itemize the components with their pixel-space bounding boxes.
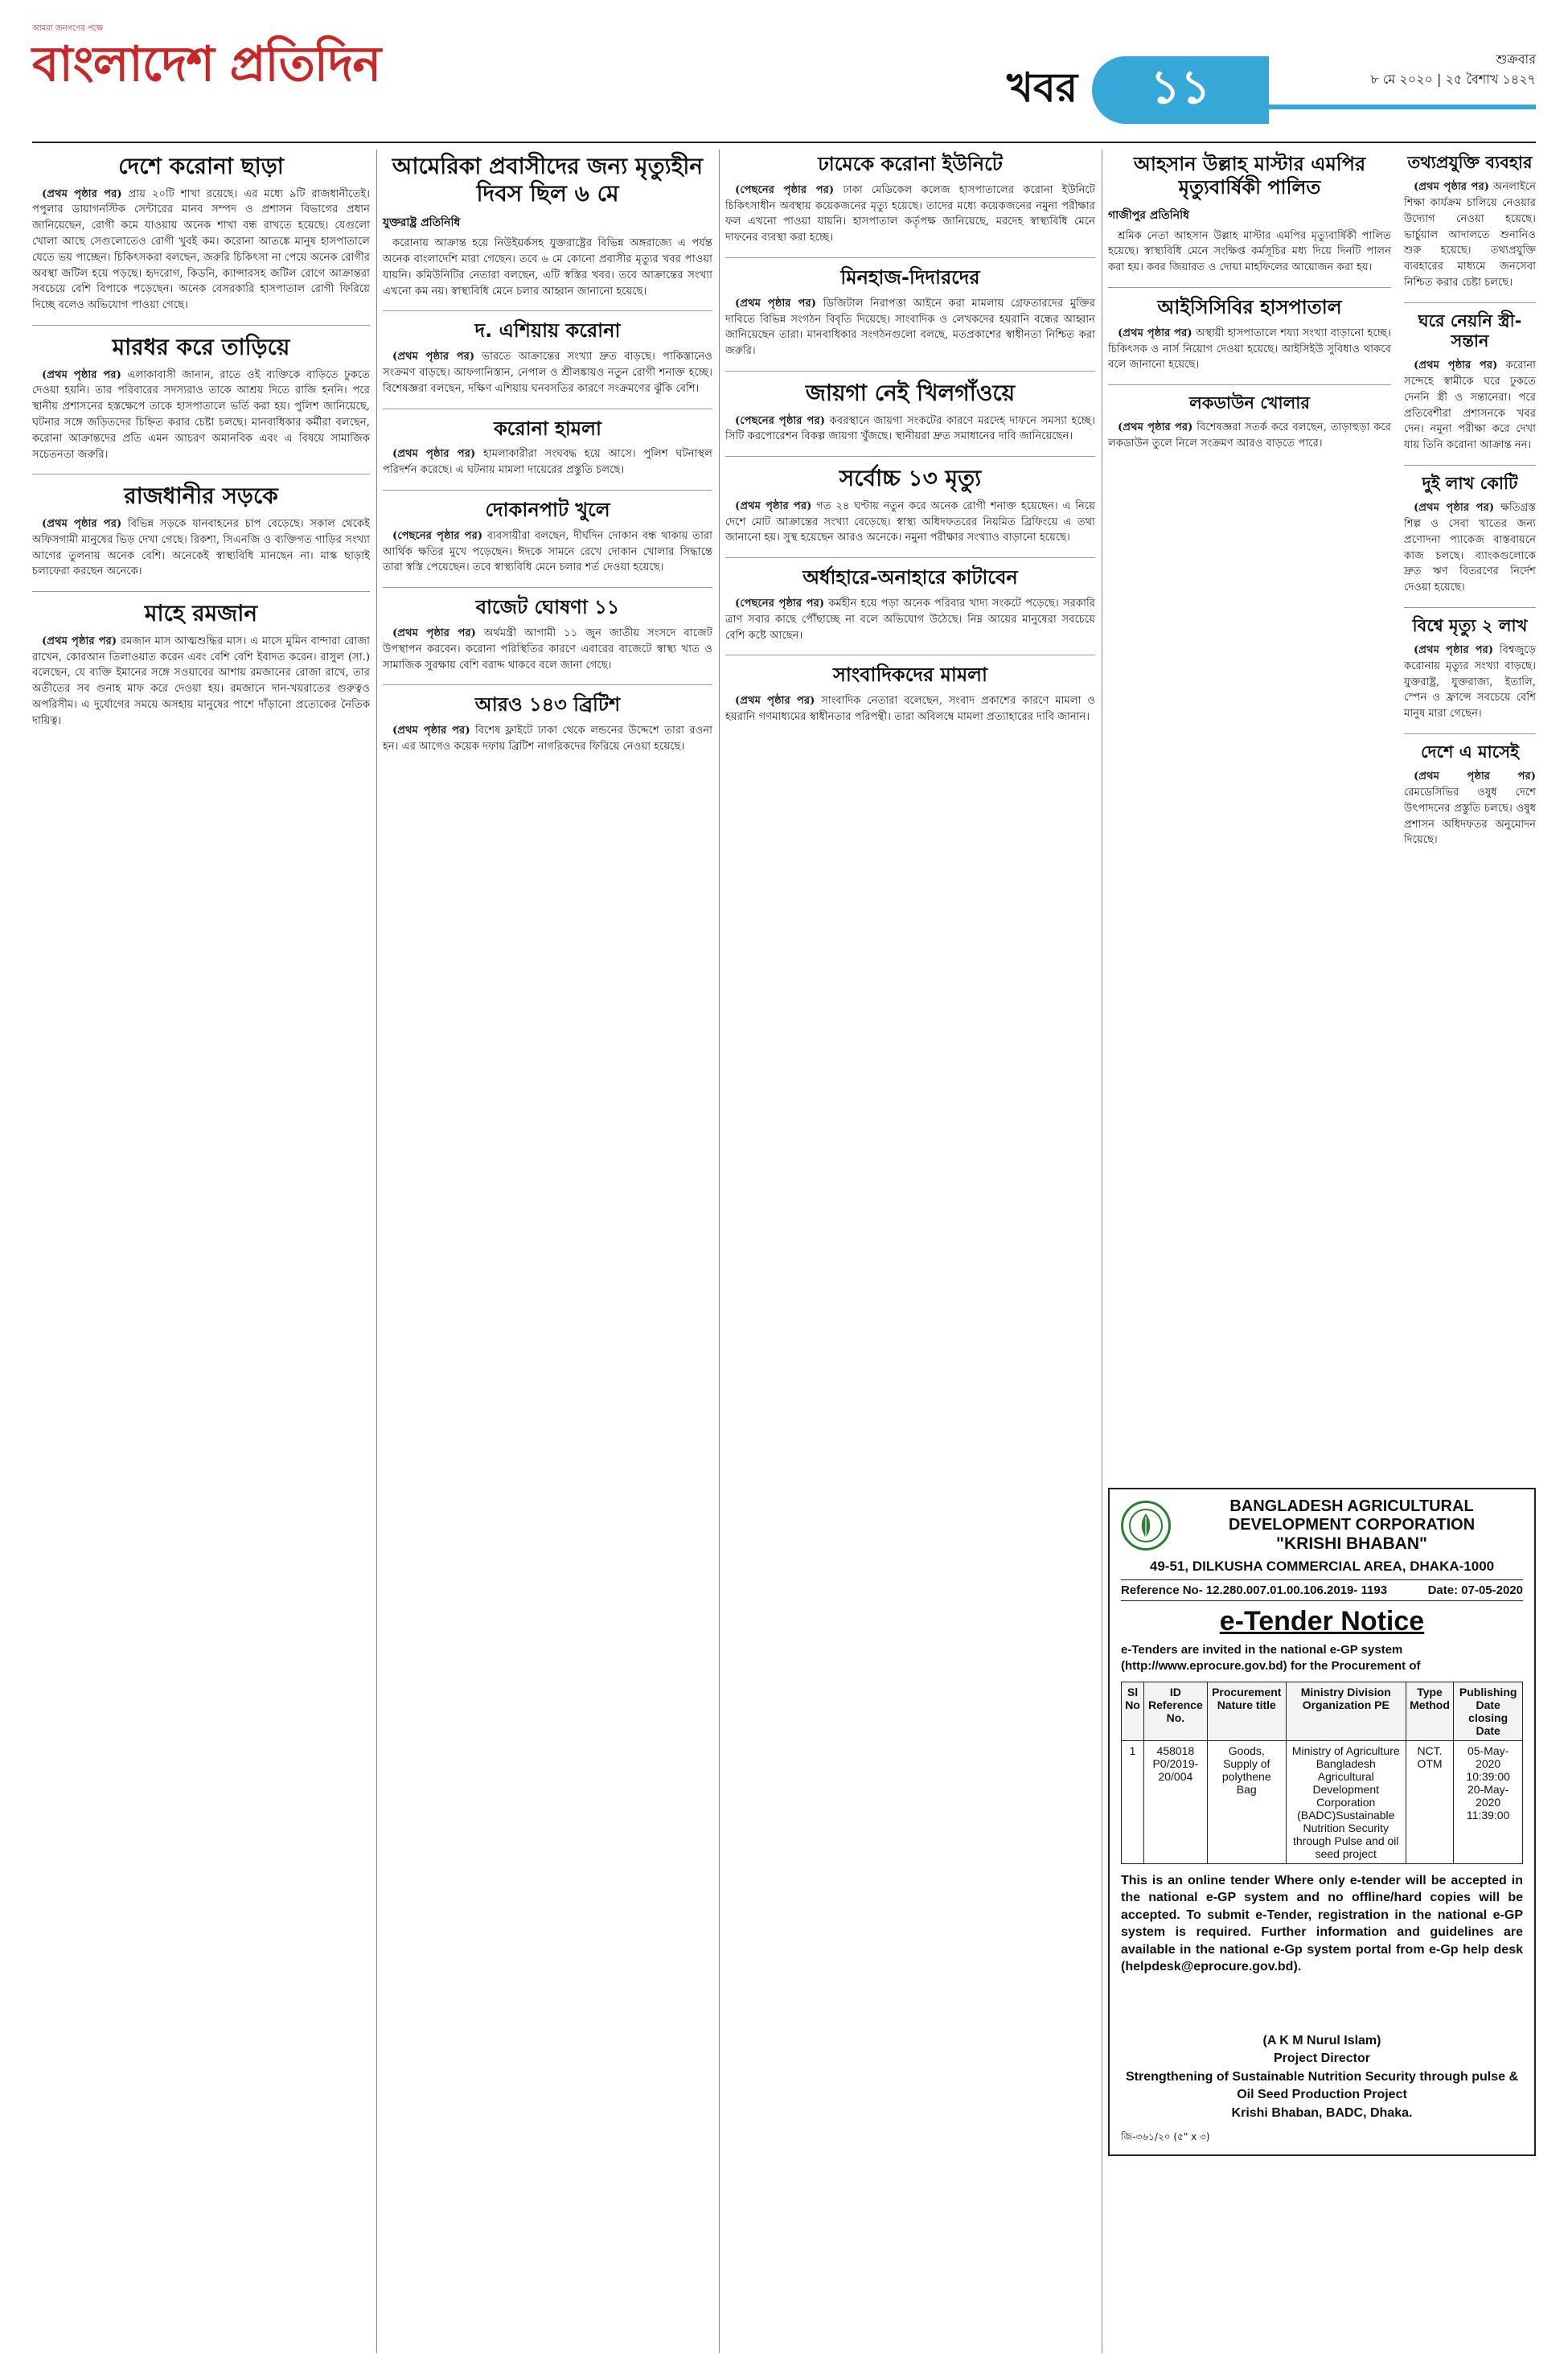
article-headline[interactable]: বিশ্বে মৃত্যু ২ লাখ [1412,615,1528,635]
article-separator [725,371,1095,372]
article-lead: (প্রথম পৃষ্ঠার পর) [1414,644,1494,657]
col-id: ID Reference No. [1144,1682,1208,1740]
col-type: Type Method [1406,1682,1454,1740]
article-lead: (প্রথম পৃষ্ঠার পর) [1414,502,1495,515]
newspaper-logo[interactable]: বাংলাদেশ প্রতিদিন [32,36,381,92]
article-lead: (প্রথম পৃষ্ঠার পর) [1414,181,1489,194]
article-body [1404,769,1536,848]
article-headline[interactable]: দেশে করোনা ছাড়া [118,153,284,179]
article-lead: (প্রথম পৃষ্ঠার পর) [735,499,812,512]
article-body [1404,500,1536,596]
article-body [725,499,1095,546]
tender-organization [1180,1497,1523,1554]
article-headline[interactable]: দেশে এ মাসেই [1421,742,1519,762]
article-body [1404,358,1536,454]
tender-notice-ad[interactable] [1108,1480,1536,2156]
article-text: সাংবাদিক নেতারা বলেছেন, সংবাদ প্রকাশের কারণে মামলা ও হয়রানি গণমাধ্যমের স্বাধীনতার পরিপন্থী। তারা অবিলম্বে মামলা প্রত্যাহারের দাবি জানান। [725,695,1095,723]
article-headline[interactable]: মিনহাজ-দিদারদের [840,265,980,289]
col-nature: Procurement Nature title [1207,1682,1286,1740]
article-headline[interactable]: আইসিসিবির হাসপাতাল [1157,295,1342,318]
article-body [383,349,712,396]
article-lead: (পেছনের পৃষ্ঠার পর) [392,529,483,542]
masthead [32,18,1536,138]
seal-graphic [1126,1505,1166,1546]
article-body [32,368,370,463]
article-body [383,528,712,576]
badge-tail-rule [1269,105,1536,109]
article-separator [1404,733,1536,734]
article-headline[interactable]: ঘরে নেয়নি স্ত্রী-সন্তান [1418,310,1522,351]
tender-reference: Reference No- 12.280.007.01.00.106.2019- 1193 [1121,1583,1388,1597]
article-separator [383,310,712,311]
tender-signature [1121,2032,1523,2122]
tender-date: Date: 07-05-2020 [1427,1583,1523,1597]
article-separator [383,587,712,588]
tender-org-name: BANGLADESH AGRICULTURAL DEVELOPMENT CORPORATION [1228,1497,1476,1534]
col-ministry: Ministry Division Organization PE [1286,1682,1406,1740]
column-divider [376,150,377,2353]
article-text: ঢাকা মেডিকেল কলেজ হাসপাতালের করোনা ইউনিটে চিকিৎসাধীন অবস্থায় কয়েকজনের মৃত্যু হয়েছে। তাদের মধ্যে কয়েকজনের নমুনা পরীক্ষার ফল এখনো পাওয়া যায়নি। হাসপাতাল কর্তৃপক্ষ জানিয়েছে, মরদেহ স্বাস্থ্যবিধি মেনে দাফনের ব্যবস্থা করা হচ্ছে। [725,183,1095,244]
article-headline[interactable]: সাংবাদিকদের মামলা [833,663,987,687]
article-body [1108,228,1391,276]
cell-dates: 05-May-2020 10:39:00 20-May-2020 11:39:00 [1454,1740,1523,1863]
article-mahe-ramjan[interactable] [32,600,370,729]
article-text: রমজান মাস আত্মশুদ্ধির মাস। এ মাসে মুমিন বান্দারা রোজা রাখেন, কোরআন তিলাওয়াত করেন এবং বেশি বেশি ইবাদত করেন। রাসুল (সা.) বলেছেন, যে ব্যক্তি ইমানের সঙ্গে সওয়াবের আশায় রমজানের রোজা রাখে, তার অতীতের সব গুনাহ মাফ করে দেওয়া হয়। রমজানে দান-খয়রাতের গুরুত্বও অপরিসীম। এ দুর্যোগের সময়ে অসহায় মানুষের পাশে দাঁড়ানো প্রত্যেকের নৈতিক দায়িত্ব। [32,635,370,727]
article-lead: (প্রথম পৃষ্ঠার পর) [392,351,475,363]
article-lead: (প্রথম পৃষ্ঠার পর) [392,725,470,737]
article-body [725,596,1095,643]
article-body [1108,420,1391,452]
article-separator [1404,607,1536,608]
article-dokkhin-asia[interactable] [383,319,712,396]
article-minhaj[interactable] [725,266,1095,359]
article-headline[interactable]: দ. এশিয়ায় করোনা [474,319,621,343]
article-headline[interactable]: আহসান উল্লাহ মাস্টার এমপির মৃত্যুবার্ষিকী পালিত [1133,153,1366,199]
article-lead: (প্রথম পৃষ্ঠার পর) [42,517,122,530]
article-headline[interactable]: বাজেট ঘোষণা ১১ [475,596,620,619]
tender-title: e-Tender Notice [1219,1606,1425,1637]
article-tothyoprojukti[interactable] [1404,153,1536,291]
article-text: ব্যবসায়ীরা বলছেন, দীর্ঘদিন দোকান বন্ধ থাকায় তারা আর্থিক ক্ষতির মুখে পড়েছেন। ঈদকে সামনে রেখে দোকান খোলার সিদ্ধান্তে তারা স্বস্তি পেয়েছেন। তবে স্বাস্থ্যবিধি মেনে চলার শর্ত দেওয়া হয়েছে। [383,529,712,574]
article-headline[interactable]: মাহে রমজান [144,600,258,627]
signatory-address: Krishi Bhaban, BADC, Dhaka. [1231,2105,1413,2120]
section-label: খবর [1007,64,1078,111]
article-lead: (প্রথম পৃষ্ঠার পর) [392,448,476,461]
article-lead: (পেছনের পৃষ্ঠার পর) [735,597,825,610]
tender-note: This is an online tender Where only e-tender will be accepted in the national e-GP system and no offline/hard copies will be accepted. To submit e-Tender, registration in the national e-GP system is required. Further information and guidelines are available in the national e-Gp system portal from e-Gp help desk (helpdesk@eprocure.gov.bd). [1121,1873,1523,1974]
tender-header [1121,1497,1523,1554]
issue-date [1287,50,1536,90]
article-lead: (প্রথম পৃষ্ঠার পর) [42,635,117,647]
cell-nature: Goods, Supply of polythene Bag [1207,1740,1286,1863]
article-text: হামলাকারীরা সংঘবদ্ধ হয়ে আসে। পুলিশ ঘটনাস্থল পরিদর্শন করেছে। এ ঘটনায় মামলা দায়েরের প্রস্তুতি চলছে। [383,448,712,477]
article-headline[interactable]: আরও ১৪৩ ব্রিটিশ [474,693,621,717]
article-deshe-e-mashei[interactable] [1404,742,1536,848]
column-2 [383,150,712,766]
article-separator [32,591,370,592]
page-number-badge: ১১ [1092,56,1269,124]
article-text: বিশ্বজুড়ে করোনায় মৃত্যুর সংখ্যা বাড়ছে। যুক্তরাষ্ট্র, যুক্তরাজ্য, ইতালি, স্পেন ও ফ্রান্সে সবচেয়ে বেশি মানুষ মারা গেছেন। [1404,644,1536,721]
table-row [1122,1740,1523,1863]
article-lead: (প্রথম পৃষ্ঠার পর) [42,187,122,200]
article-body [383,626,712,673]
article-headline[interactable]: লকডাউন খোলার [1189,393,1310,413]
article-body [1108,326,1391,373]
article-lead: (প্রথম পৃষ্ঠার পর) [1118,421,1193,434]
article-text: করোনা সন্দেহে স্বামীকে ঘরে ঢুকতে দেননি স্ত্রী ও সন্তানেরা। পরে প্রতিবেশীরা প্রশাসনকে খবর দেন। নমুনা পরীক্ষা করে দেখা যায় তিনি করোনা আক্রান্ত নন। [1404,359,1536,452]
article-body [32,634,370,729]
column-1 [32,150,370,741]
article-headline[interactable]: রাজধানীর সড়কে [124,483,278,510]
article-text: প্রায় ২০টি শাখা রয়েছে। এর মধ্যে ৯টি রাজধানীতেই। পপুলার ডায়াগনস্টিক সেন্টারের মানব সম্পদ ও প্রশাসন বিভাগের প্রধান জানিয়েছেন, রোগী কমে যাওয়ায় অনেক শাখা বন্ধ রাখতে হয়েছে। যেগুলো খোলা আছে সেগুলোতেও রোগী খুবই কম। করোনা আতঙ্কে মানুষ হাসপাতালে যেতে ভয় পাচ্ছেন। চিকিৎসকরা বলছেন, জরুরি চিকিৎসা না পেয়ে অনেক রোগীর অবস্থা জটিল হয়ে পড়ছে। হৃদরোগ, কিডনি, ক্যান্সারসহ জটিল রোগে আক্রান্তরা সবচেয়ে বেশি বিপাকে পড়েছেন। অনেক বেসরকারি হাসপাতাল রোগী ফিরিয়ে দিচ্ছে বলেও অভিযোগ পাওয়া গেছে। [32,187,370,312]
article-body [725,183,1095,246]
badc-seal-icon [1121,1501,1171,1550]
tender-box [1108,1488,1536,2156]
article-lead: (প্রথম পৃষ্ঠার পর) [735,695,815,708]
article-body [383,446,712,478]
article-body [725,296,1095,359]
article-headline[interactable]: মারধর করে তাড়িয়ে [112,333,290,360]
cell-id: 458018 P0/2019-20/004 [1144,1740,1208,1863]
article-separator [1108,287,1391,288]
article-ordhahare[interactable] [725,566,1095,643]
article-lead: (পেছনের পৃষ্ঠার পর) [735,414,825,427]
cell-ministry: Ministry of Agriculture Bangladesh Agricultural Development Corporation (BADC)Sustainable Nutrition Security through Pulse and oil seed project [1286,1740,1406,1863]
article-body [32,516,370,580]
tender-bhaban: "KRISHI BHABAN" [1276,1534,1427,1553]
article-headline[interactable]: অর্ধাহারে-অনাহারে কাটাবেন [802,566,1018,589]
article-lead: (প্রথম পৃষ্ঠার পর) [1414,359,1498,372]
article-text: ভারতে আক্রান্তের সংখ্যা দ্রুত বাড়ছে। পাকিস্তানেও সংক্রমণ বাড়ছে। আফগানিস্তান, নেপাল ও শ্রীলঙ্কায়ও নতুন রোগী শনাক্ত হচ্ছে। বিশেষজ্ঞরা বলছেন, দক্ষিণ এশিয়ায় ঘনবসতির কারণে সংক্রমণের ঝুঁকি বেশি। [383,351,712,395]
article-headline[interactable]: ঢামেকে করোনা ইউনিটে [818,153,1003,175]
article-body [1404,643,1536,722]
article-iccb-hospital[interactable] [1108,296,1391,373]
article-body [383,723,712,755]
article-text: ক্ষতিগ্রস্ত শিল্প ও সেবা খাতের জন্য প্রণোদনা প্যাকেজ বাস্তবায়নে কাজ চলছে। ব্যাংকগুলোকে দ্রুত ঋণ বিতরণের নির্দেশ দেওয়া হয়েছে। [1404,502,1536,594]
article-rajdhanir-sorok[interactable] [32,483,370,580]
article-text: বিশেষজ্ঞরা সতর্ক করে বলছেন, তাড়াহুড়া করে লকডাউন তুলে নিলে সংক্রমণ আরও বাড়তে পারে। [1108,421,1391,450]
article-america-probashi[interactable] [383,153,712,299]
signatory-project: Strengthening of Sustainable Nutrition Security through pulse & Oil Seed Production Project [1125,2069,1518,2102]
article-dokanpat[interactable] [383,499,712,576]
article-text: করোনায় আক্রান্ত হয়ে নিউইয়র্কসহ যুক্তরাষ্ট্রের বিভিন্ন অঙ্গরাজ্যে এ পর্যন্ত অনেক বাংলাদেশি মারা গেছেন। তবে ৬ মে কোনো প্রবাসীর মৃত্যুর খবর পাওয়া যায়নি। কমিউনিটির নেতারা বলছেন, এটি স্বস্তির খবর। তবে আক্রান্তের সংখ্যা এখনো কম নয়। স্বাস্থ্যবিধি মেনে চলার আহ্বান জানানো হয়েছে। [383,237,712,298]
article-byline: যুক্তরাষ্ট্র প্রতিনিধি [383,216,461,230]
article-lead: (প্রথম পৃষ্ঠার পর) [42,368,121,381]
article-text: ডিজিটাল নিরাপত্তা আইনে করা মামলায় গ্রেফতারদের মুক্তির দাবিতে বিভিন্ন সংগঠন বিবৃতি দিয়েছে। সাংবাদিক ও লেখকদের হয়রানি বন্ধের আহ্বান জানিয়েছেন তারা। মানবাধিকার সংগঠনগুলো বলছে, মতপ্রকাশের স্বাধীনতা নিশ্চিত করা জরুরি। [725,297,1095,358]
article-body [725,693,1095,725]
article-separator [725,257,1095,258]
column-4 [1108,150,1391,463]
article-lead: (পেছনের পৃষ্ঠার পর) [735,183,835,196]
tender-table [1121,1682,1523,1864]
article-text: বিভিন্ন সড়কে যানবাহনের চাপ বেড়েছে। সকাল থেকেই অফিসগামী মানুষের ভিড় দেখা গেছে। রিকশা, সিএনজি ও ব্যক্তিগত গাড়ির সংখ্যা আগের তুলনায় অনেক বেশি। অনেকেই স্বাস্থ্যবিধি মানছেন না। মাস্ক ছাড়াই চলাফেরা করছেন অনেকে। [32,517,370,578]
article-separator [1108,384,1391,385]
article-separator [383,490,712,491]
article-headline[interactable]: করোনা হামলা [494,417,601,440]
article-separator [725,557,1095,558]
article-text: কর্মহীন হয়ে পড়া অনেক পরিবার খাদ্য সংকটে পড়েছে। সরকারি ত্রাণ সবার কাছে পৌঁছাচ্ছে না বলে অভিযোগ উঠেছে। নিম্ন আয়ের মানুষেরা সবচেয়ে বেশি কষ্টে আছেন। [725,597,1096,642]
signatory-title: Project Director [1273,2052,1371,2066]
col-dates: Publishing Date closing Date [1454,1682,1523,1740]
article-dhamek[interactable] [725,153,1095,246]
tender-address: 49-51, DILKUSHA COMMERCIAL AREA, DHAKA-1000 [1149,1559,1495,1574]
article-body [725,413,1095,446]
article-dui-lakh-koti[interactable] [1404,474,1536,596]
article-headline[interactable]: তথ্যপ্রযুক্তি ব্যবহার [1407,153,1533,172]
article-text: অস্থায়ী হাসপাতালে শয্যা সংখ্যা বাড়ানো হচ্ছে। চিকিৎসক ও নার্স নিয়োগ দেওয়া হয়েছে। আইসিইউ সুবিধাও থাকবে বলে জানানো হয়েছে। [1108,327,1391,372]
tender-intro: e-Tenders are invited in the national e-GP system (http://www.eprocure.gov.bd) for the Procurement of [1121,1643,1421,1674]
article-text: শ্রমিক নেতা আহসান উল্লাহ মাস্টার এমপির মৃত্যুবার্ষিকী পালিত হয়েছে। স্বাস্থ্যবিধি মেনে সংক্ষিপ্ত কর্মসূচির মধ্য দিয়ে দিনটি পালন করা হয়। কবর জিয়ারত ও দোয়া মাহফিলের আয়োজন করা হয়। [1108,229,1391,274]
article-mardhor[interactable] [32,334,370,462]
article-headline[interactable]: দোকানপাট খুলে [485,498,610,521]
tender-reference-line [1121,1579,1523,1601]
issue-weekday: শুক্রবার [1496,51,1536,67]
article-text: অনলাইনে শিক্ষা কার্যক্রম চালিয়ে নেওয়ার উদ্যোগ নেওয়া হয়েছে। ভার্চুয়াল আদালতে শুনানিও শুরু হয়েছে। তথ্যপ্রযুক্তি ব্যবহারের মাধ্যমে জনসেবা নিশ্চিত করার চেষ্টা চলছে। [1404,181,1536,289]
article-separator [1404,465,1536,466]
issue-date-line: ৮ মে ২০২০ | ২৫ বৈশাখ ১৪২৭ [1370,71,1536,87]
column-3 [725,150,1095,737]
article-headline[interactable]: দুই লাখ কোটি [1422,473,1518,493]
logo-tagline: আমরা জনগণের পক্ষে [32,24,103,33]
column-divider [719,150,720,2353]
article-bishwe-mrittu[interactable] [1404,616,1536,722]
article-headline[interactable]: আমেরিকা প্রবাসীদের জন্য মৃত্যুহীন দিবস ছিল ৬ মে [392,153,704,207]
article-text: বিশেষ ফ্লাইটে ঢাকা থেকে লন্ডনের উদ্দেশে তারা রওনা হন। এর আগেও কয়েক দফায় ব্রিটিশ নাগরিকদের ফিরিয়ে নেওয়া হয়েছে। [383,725,712,753]
col-sl: Sl No [1122,1682,1144,1740]
article-korona-chhara[interactable] [32,153,370,314]
article-headline[interactable]: জায়গা নেই খিলগাঁওয়ে [805,379,1016,406]
signatory-name: (A K M Nurul Islam) [1262,2034,1381,2048]
article-korona-hamla[interactable] [383,417,712,478]
masthead-rule [32,142,1536,143]
article-separator [1404,302,1536,303]
article-separator [383,684,712,685]
article-sangbadik[interactable] [725,663,1095,725]
article-lead: (প্রথম পৃষ্ঠার পর) [392,626,476,639]
article-ghore-neyni[interactable] [1404,311,1536,454]
cell-type: NCT. OTM [1406,1740,1454,1863]
article-body [32,187,370,314]
article-khilgaon[interactable] [725,380,1095,445]
article-separator [725,456,1095,457]
article-lead: (প্রথম পৃষ্ঠার পর) [1118,327,1192,339]
article-body [383,236,712,299]
article-separator [32,325,370,326]
article-lockdown[interactable] [1108,393,1391,452]
article-ahsan-ullah[interactable] [1108,153,1391,276]
article-byline: গাজীপুর প্রতিনিধি [1108,208,1190,222]
article-sorbochcho-mrittu[interactable] [725,465,1095,546]
article-text: এলাকাবাসী জানান, রাতে ওই ব্যক্তিকে বাড়িতে ঢুকতে দেওয়া হয়নি। তার পরিবারের সদস্যরাও তাকে আশ্রয় দিতে রাজি হননি। পরে স্থানীয় প্রশাসনের হস্তক্ষেপে তাকে হাসপাতালে ভর্তি করা হয়। পুলিশ জানিয়েছে, ঘটনার সঙ্গে জড়িতদের চিহ্নিত করার চেষ্টা চলছে। মানবাধিকার কর্মীরা বলছেন, করোনা আক্রান্তদের প্রতি এমন আচরণ অমানবিক এবং এ বিষয়ে সামাজিক সচেতনতা জরুরি। [32,368,370,461]
article-text: গত ২৪ ঘণ্টায় নতুন করে অনেক রোগী শনাক্ত হয়েছেন। এ নিয়ে দেশে মোট আক্রান্তের সংখ্যা বেড়েছে। স্বাস্থ্য অধিদফতরের নিয়মিত ব্রিফিংয়ে এ তথ্য জানানো হয়। সুস্থ হয়েছেন আরও অনেকে। নমুনা পরীক্ষার সংখ্যাও বাড়ানো হয়েছে। [725,499,1095,544]
article-text: অর্থমন্ত্রী আগামী ১১ জুন জাতীয় সংসদে বাজেট উপস্থাপন করবেন। করোনা পরিস্থিতির কারণে এবারের বাজেটে স্বাস্থ্য খাত ও সামাজিক সুরক্ষায় বেশি বরাদ্দ থাকবে বলে জানা গেছে। [383,626,712,672]
article-body [1404,179,1536,291]
article-british[interactable] [383,693,712,754]
tender-table-header [1122,1682,1523,1740]
article-text: কবরস্থানে জায়গা সংকটের কারণে মরদেহ দাফনে সমস্যা হচ্ছে। সিটি করপোরেশন বিকল্প জায়গা খুঁজছে। স্থানীয়রা দ্রুত সমাধানের দাবি জানিয়েছেন। [725,414,1095,443]
ad-code: জি-৩৬১/২০ (৫" x ৩) [1121,2131,1210,2143]
column-5 [1404,150,1536,860]
article-lead: (প্রথম পৃষ্ঠার পর) [735,297,816,310]
cell-sl: 1 [1122,1740,1144,1863]
article-text: রেমডেসিভির ওষুধ দেশে উৎপাদনের প্রস্তুতি চলছে। ওষুধ প্রশাসন অধিদফতর অনুমোদন দিয়েছে। [1404,787,1536,847]
article-lead: (প্রথম পৃষ্ঠার পর) [1414,770,1536,783]
article-headline[interactable]: সর্বোচ্চ ১৩ মৃত্যু [839,465,982,492]
article-budget[interactable] [383,596,712,673]
